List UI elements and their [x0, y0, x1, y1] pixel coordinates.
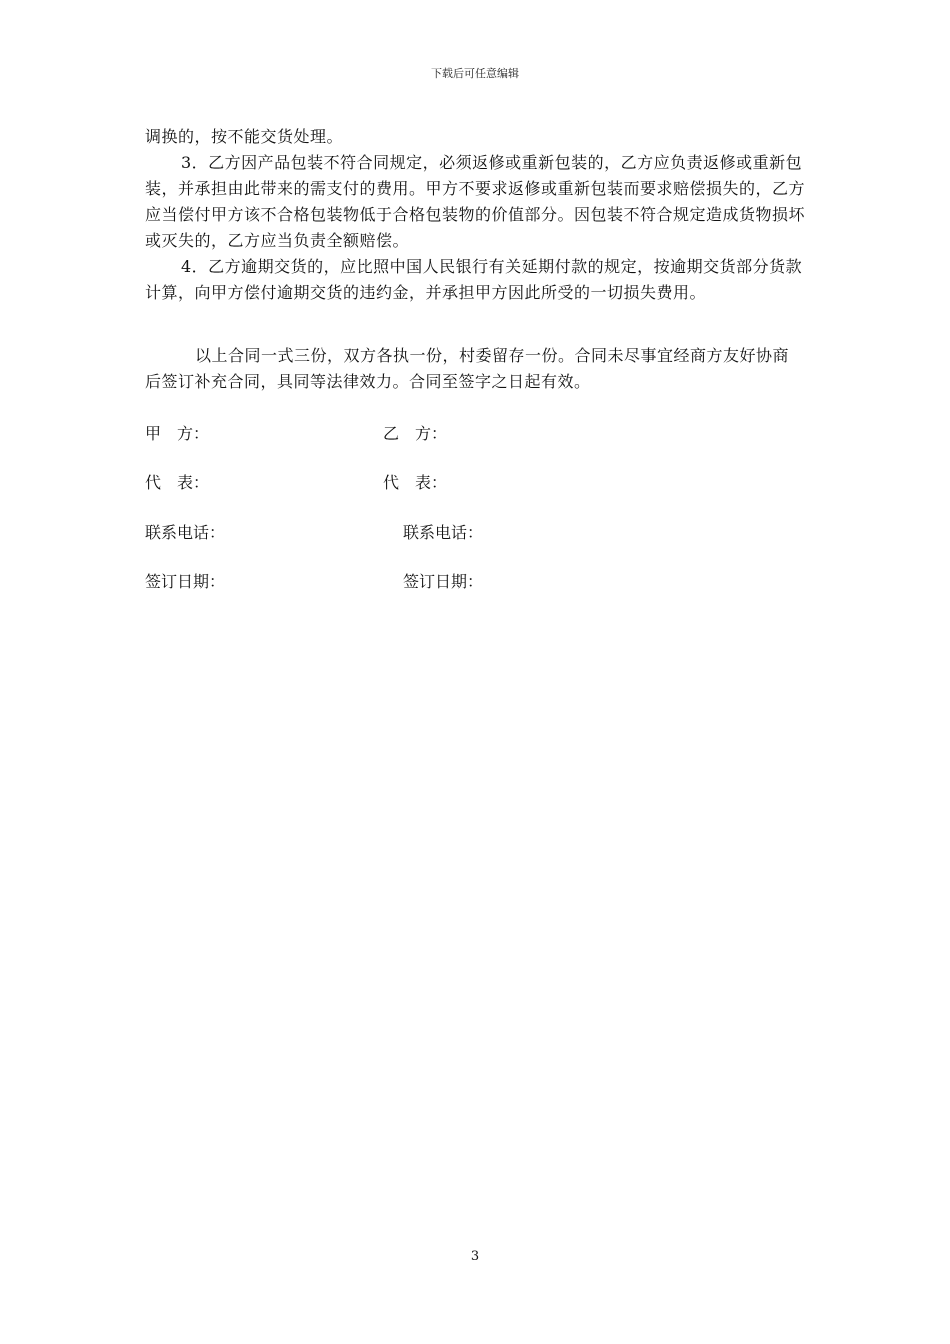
signature-row-dates: [145, 569, 805, 595]
contract-body: [145, 124, 805, 306]
party-b-label: 乙 方：: [383, 424, 448, 443]
paragraph-late-delivery-clause: 4．乙方逾期交货的，应比照中国人民银行有关延期付款的规定，按逾期交货部分货款计算，向甲方偿付逾期交货的违约金，并承担甲方因此所受的一切损失费用。: [145, 257, 803, 302]
paragraph-packaging-clause: 3．乙方因产品包装不符合同规定，必须返修或重新包装的，乙方应负责返修或重新包装，并承担由此带来的需支付的费用。甲方不要求返修或重新包装而要求赔偿损失的，乙方应当偿付甲方该不合格包装物低于合格包装物的价值部分。因包装不符合规定造成货物损坏或灭失的，乙方应当负责全额赔偿。: [145, 153, 806, 250]
sign-date-b-label: 签订日期：: [403, 572, 484, 591]
closing-paragraph: 以上合同一式三份，双方各执一份，村委留存一份。合同未尽事宜经商方友好协商后签订补充合同，具同等法律效力。合同至签字之日起有效。: [145, 346, 790, 391]
phone-b-label: 联系电话：: [403, 523, 484, 542]
signature-row-parties: [145, 421, 805, 447]
party-a-label: 甲 方：: [145, 424, 210, 443]
representative-b-label: 代 表：: [383, 473, 448, 492]
paragraph-continuation: 调换的，按不能交货处理。: [145, 127, 344, 146]
page-header-note: 下载后可任意编辑: [431, 67, 519, 80]
signature-row-representatives: [145, 470, 805, 496]
phone-a-label: 联系电话：: [145, 523, 226, 542]
page-number: 3: [470, 1249, 480, 1264]
sign-date-a-label: 签订日期：: [145, 572, 226, 591]
representative-a-label: 代 表：: [145, 473, 210, 492]
signature-row-phones: [145, 520, 805, 546]
